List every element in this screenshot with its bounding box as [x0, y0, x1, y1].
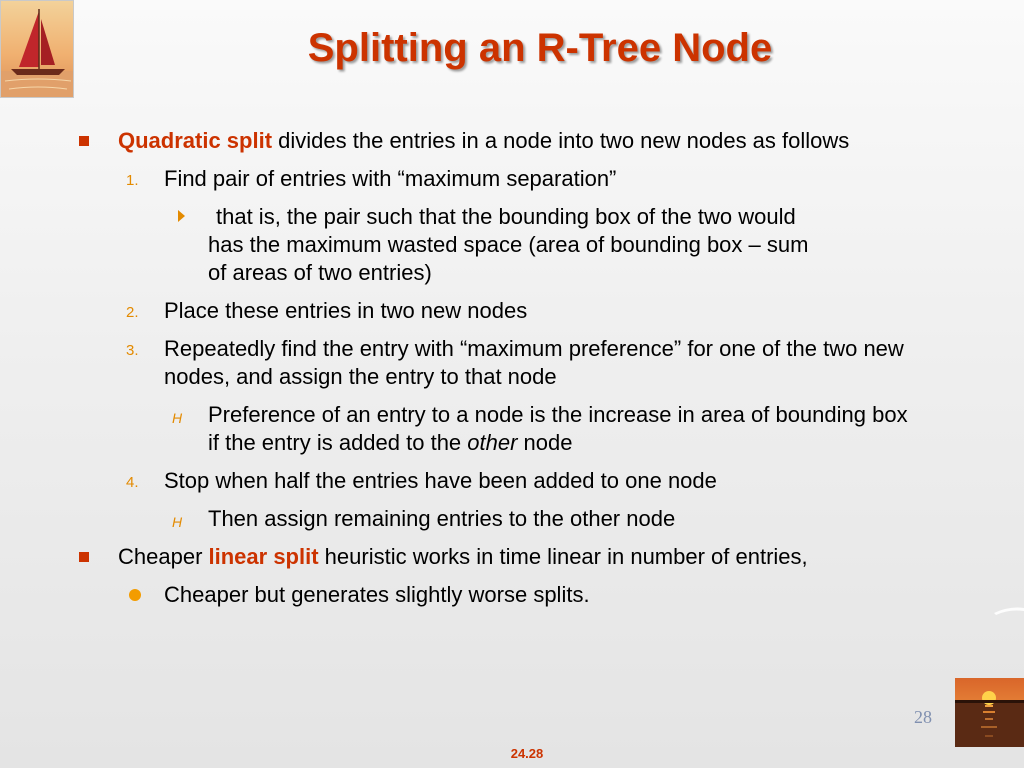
page-number: 28 [914, 707, 932, 727]
step-item-2 [75, 297, 955, 325]
dot-bullet-icon [129, 589, 141, 601]
sub-bullet-text: Cheaper but generates slightly worse splits. [164, 582, 590, 607]
h-glyph-bullet-icon: H [172, 514, 183, 530]
sub-bullet-text: node [517, 430, 573, 455]
linear-split-term: linear split [208, 544, 319, 569]
step-text: Find pair of entries with “maximum separation” [164, 166, 617, 191]
step-number: 1. [126, 172, 139, 189]
quadratic-split-term: Quadratic split [118, 128, 273, 153]
step-number: 4. [126, 474, 139, 491]
slide-footer: 24.28 [510, 746, 544, 761]
sub-bullet-preference [75, 401, 908, 457]
sub-bullet-line: of areas of two entries) [208, 260, 432, 285]
sub-bullet-text: Then assign remaining entries to the other node [208, 506, 676, 531]
step-number: 3. [126, 342, 139, 359]
step-item-3 [75, 335, 955, 391]
sub-bullet-text: Preference of an entry to a node is the increase in area of bounding box if the entry is added to the [208, 402, 908, 455]
step-item-1 [75, 165, 955, 193]
slide-title: Splitting an R-Tree Node [307, 26, 773, 70]
step-item-4 [75, 467, 955, 495]
square-bullet-icon [79, 136, 89, 146]
decorative-swoosh [994, 605, 1024, 617]
bullet-text: divides the entries in a node into two new nodes as follows [272, 128, 850, 153]
step-number: 2. [126, 304, 139, 321]
sunset-logo-image [955, 678, 1024, 747]
slide-content [75, 127, 955, 619]
other-emphasis: other [467, 430, 518, 455]
sub-bullet-max-separation [75, 203, 955, 287]
sub-bullet-cheaper [75, 581, 955, 609]
sub-bullet-line: that is, the pair such that the bounding box of the two would [216, 204, 796, 229]
bullet-item-linear-split [75, 543, 955, 571]
step-text: Repeatedly find the entry with “maximum preference” for one of the two new nodes, and assign the entry to that node [164, 336, 904, 389]
bullet-text: heuristic works in time linear in number of entries, [318, 544, 808, 569]
step-text: Place these entries in two new nodes [164, 298, 528, 323]
bullet-item-quadratic-split [75, 127, 955, 155]
square-bullet-icon [79, 552, 89, 562]
sub-bullet-line: has the maximum wasted space (area of bounding box – sum [208, 232, 809, 257]
h-glyph-bullet-icon: H [172, 410, 183, 426]
bullet-text: Cheaper [118, 544, 209, 569]
step-text: Stop when half the entries have been added to one node [164, 468, 717, 493]
triangle-bullet-icon [178, 210, 185, 222]
sub-bullet-remaining-entries [75, 505, 955, 533]
